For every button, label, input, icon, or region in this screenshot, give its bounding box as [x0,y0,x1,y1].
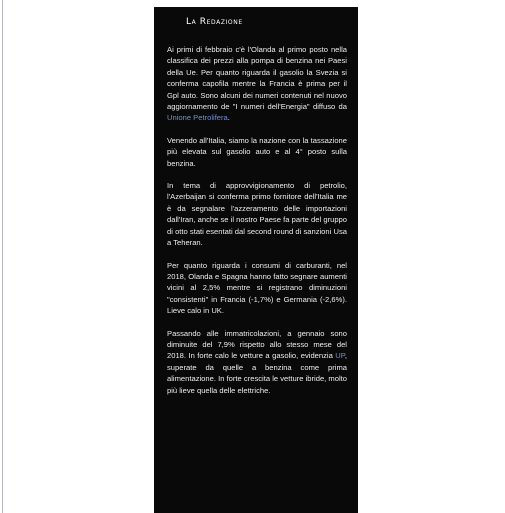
article-paragraph-1 [167,44,347,124]
article-paragraph-2: Venendo all'Italia, siamo la nazione con la tassazione più elevata sul gasolio auto e al 4° posto sulla benzina. [167,135,347,168]
up-link[interactable]: UP [335,351,345,361]
article-paragraph-3: In tema di approvvigionamento di petrolio, l'Azerbaijan si conferma primo fornitore dell'Italia me è da segnalare l'azzeramento delle importazioni dall'Iran, anche se il nostro Paese fa parte del gruppo di otto stati esentati dal second round di sanzioni Usa a Teheran. [167,181,347,248]
paragraph-text: , superate da quelle a benzina come prima alimentazione. In forte crescita le vetture ibride, molto più lieve quella delle elettriche. [167,351,347,395]
paragraph-text: Ai primi di febbraio c'è l'Olanda al primo posto nella classifica dei prezzi alla pompa di benzina nei Paesi della Ue. Per quanto riguarda il gasolio la Svezia si conferma capofila mentre la Francia è prima per il Gpl auto. Sono alcuni dei numeri contenuti nel nuovo aggiornamento de "I numeri dell'Energia" diffuso da [167,45,347,112]
article-paragraph-5 [167,328,347,396]
article-panel [154,7,358,513]
paragraph-text: Passando alle immatricolazioni, a gennaio sono diminuite del 7,9% rispetto allo stesso mese del 2018. In forte calo le vetture a gasolio, evidenzia [167,328,347,361]
unione-petrolifera-link[interactable]: Unione Petrolifera [167,113,228,123]
article-paragraph-4: Per quanto riguarda i consumi di carburanti, nel 2018, Olanda e Spagna hanno fatto segnare aumenti vicini al 2,5% mentre si registrano diminuzioni "consistenti" in Francia (-1,7%) e Germania (-2,6%). Lieve calo in UK. [167,260,347,316]
left-divider [2,0,3,513]
paragraph-text: . [227,113,230,123]
article-title: La Redazione [186,17,243,27]
